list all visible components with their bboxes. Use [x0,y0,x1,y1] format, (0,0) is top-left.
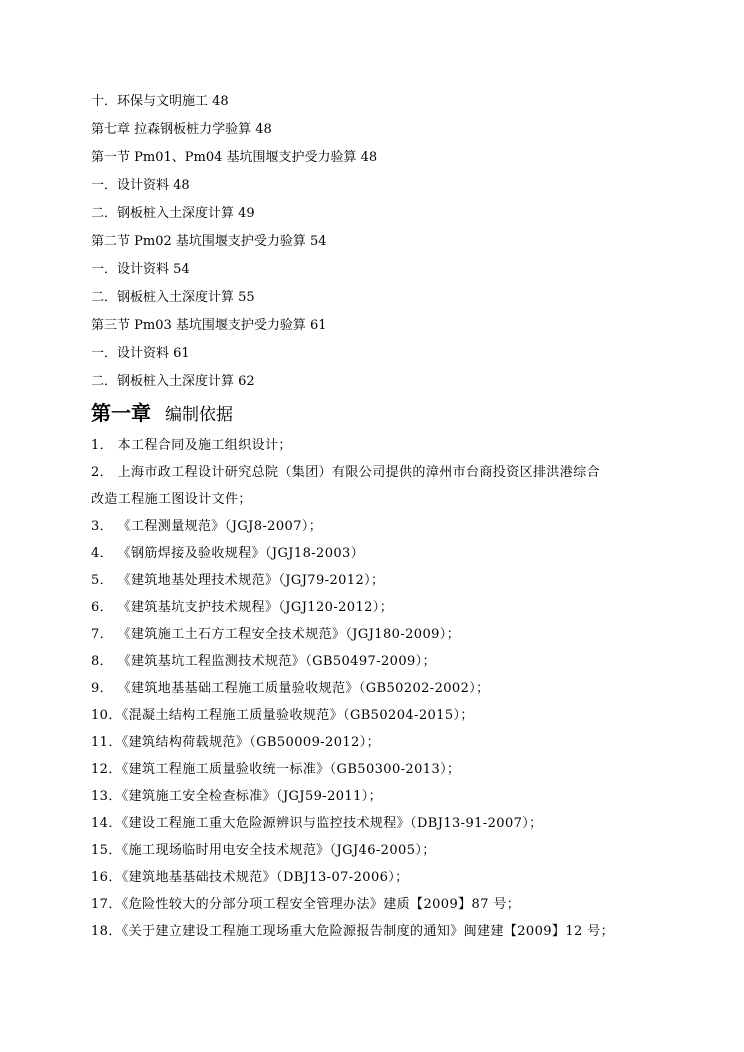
toc-entry: 十．环保与文明施工 48 [91,94,229,109]
chapter-heading [91,398,233,428]
reference-item: 1． 本工程合同及施工组织设计； [91,438,292,453]
toc-entry: 二．钢板桩入土深度计算 62 [91,374,255,389]
reference-item: 9． 《建筑地基基础工程施工质量验收规范》（GB50202-2002）； [91,681,490,696]
reference-item: 2． 上海市政工程设计研究总院（集团）有限公司提供的漳州市台商投资区排洪港综合 [91,465,601,480]
reference-item: 5． 《建筑地基处理技术规范》（JGJ79-2012）； [91,573,385,588]
chapter-title: 编制依据 [165,405,233,425]
reference-item: 18．《关于建立建设工程施工现场重大危险源报告制度的通知》闽建建【2009】12 号； [91,924,615,939]
toc-entry: 一．设计资料 54 [91,262,190,277]
toc-entry: 第七章 拉森钢板桩力学验算 48 [91,122,272,137]
toc-entry: 第三节 Pm03 基坑围堰支护受力验算 61 [91,318,327,333]
reference-item: 16．《建筑地基基础技术规范》（DBJ13-07-2006）； [91,870,409,885]
reference-item: 13．《建筑施工安全检查标准》（JGJ59-2011）； [91,789,383,804]
toc-entry: 二．钢板桩入土深度计算 55 [91,290,255,305]
toc-entry: 第二节 Pm02 基坑围堰支护受力验算 54 [91,234,327,249]
reference-item: 14．《建设工程施工重大危险源辨识与监控技术规程》（DBJ13-91-2007）； [91,816,543,831]
reference-item: 6． 《建筑基坑支护技术规程》（JGJ120-2012）； [91,600,394,615]
reference-item: 10．《混凝土结构工程施工质量验收规范》（GB50204-2015）； [91,708,474,723]
reference-item: 12．《建筑工程施工质量验收统一标准》（GB50300-2013）； [91,762,461,777]
reference-item: 15．《施工现场临时用电安全技术规范》（JGJ46-2005）； [91,843,436,858]
reference-item: 4． 《钢筋焊接及验收规程》（JGJ18-2003） [91,546,365,561]
reference-item: 3． 《工程测量规范》（JGJ8-2007）； [91,519,323,534]
toc-entry: 一．设计资料 48 [91,178,190,193]
table-of-contents [91,88,691,396]
toc-entry: 第一节 Pm01、Pm04 基坑围堰支护受力验算 48 [91,150,378,165]
reference-item: 11．《建筑结构荷载规范》（GB50009-2012）； [91,735,381,750]
reference-item: 7． 《建筑施工土石方工程安全技术规范》（JGJ180-2009）； [91,627,461,642]
reference-item-continuation: 改造工程施工图设计文件； [91,492,252,507]
chapter-number: 第一章 [91,401,151,425]
reference-item: 8． 《建筑基坑工程监测技术规范》（GB50497-2009）； [91,654,436,669]
reference-list [91,432,671,945]
toc-entry: 二．钢板桩入土深度计算 49 [91,206,255,221]
reference-item: 17．《危险性较大的分部分项工程安全管理办法》建质【2009】87 号； [91,897,521,912]
toc-entry: 一．设计资料 61 [91,346,190,361]
